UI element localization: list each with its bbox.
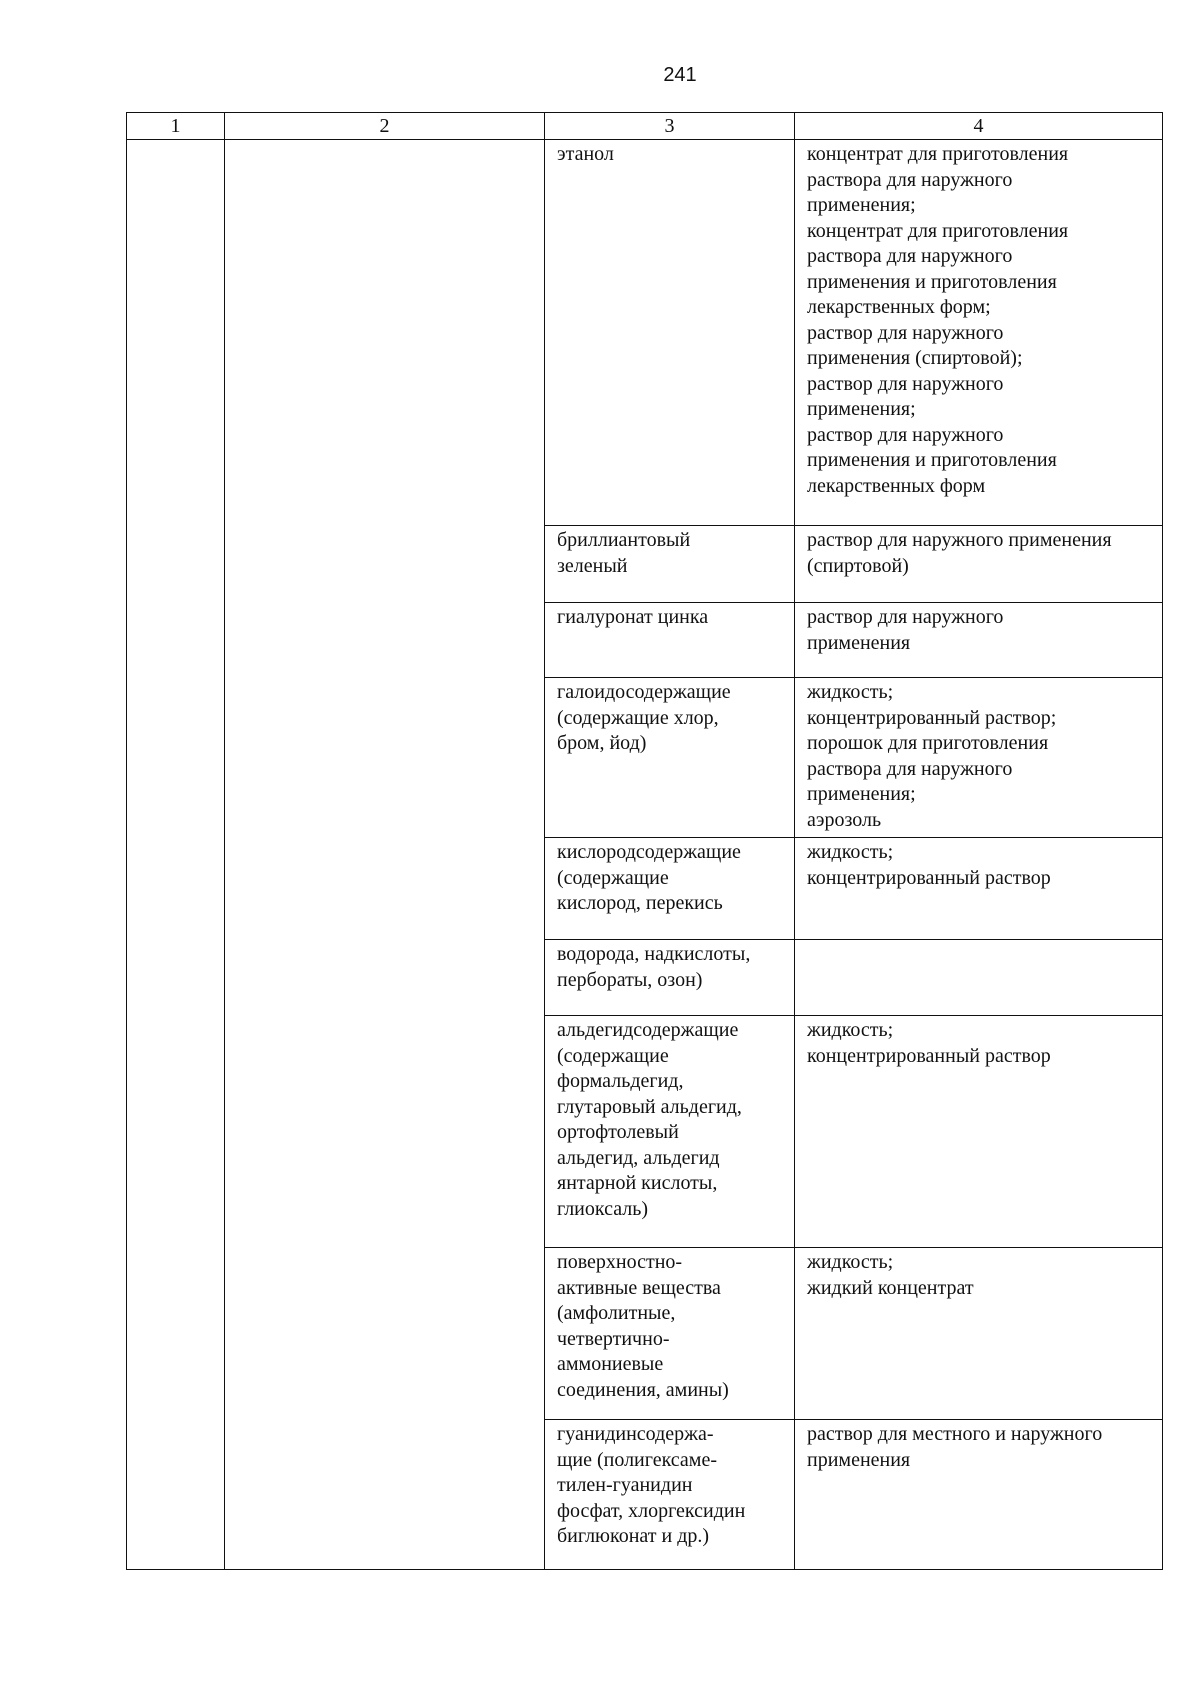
dosage-forms-cell: раствор для наружного применения (спиртовой) (795, 526, 1163, 603)
column-header-2: 2 (225, 113, 545, 140)
dosage-forms-cell: раствор для местного и наружного применения (795, 1420, 1163, 1570)
substance-cell: водорода, надкислоты, пербораты, озон) (545, 940, 795, 1016)
dosage-forms-cell: жидкость; жидкий концентрат (795, 1248, 1163, 1420)
dosage-forms-cell: жидкость; концентрированный раствор (795, 838, 1163, 940)
page-number: 241 (663, 64, 697, 86)
column-1-merged-cell (127, 140, 225, 1570)
table-row (127, 140, 1163, 526)
dosage-forms-cell: жидкость; концентрированный раствор (795, 1016, 1163, 1248)
column-header-3: 3 (545, 113, 795, 140)
substance-cell: кислородсодержащие (содержащие кислород, перекись (545, 838, 795, 940)
dosage-forms-cell: раствор для наружного применения (795, 603, 1163, 678)
substance-cell: поверхностно- активные вещества (амфолитные, четвертично- аммониевые соединения, амины) (545, 1248, 795, 1420)
substance-cell: альдегидсодержащие (содержащие формальдегид, глутаровый альдегид, ортофтолевый альдегид, альдегид янтарной кислоты, глиоксаль) (545, 1016, 795, 1248)
substance-cell: галоидосодержащие (содержащие хлор, бром, йод) (545, 678, 795, 838)
dosage-forms-cell (795, 940, 1163, 1016)
column-header-1: 1 (127, 113, 225, 140)
column-header-4: 4 (795, 113, 1163, 140)
substance-cell: бриллиантовый зеленый (545, 526, 795, 603)
dosage-forms-cell: жидкость; концентрированный раствор; порошок для приготовления раствора для наружного применения; аэрозоль (795, 678, 1163, 838)
substance-cell: этанол (545, 140, 795, 526)
medicines-table (126, 112, 1163, 1570)
table-header-row (127, 113, 1163, 140)
dosage-forms-cell: концентрат для приготовления раствора для наружного применения; концентрат для приготовления раствора для наружного применения и приготовления лекарственных форм; раствор для наружного применения (спиртовой); раствор для наружного применения; раствор для наружного применения и приготовления лекарственных форм (795, 140, 1163, 526)
substance-cell: гиалуронат цинка (545, 603, 795, 678)
column-2-merged-cell (225, 140, 545, 1570)
substance-cell: гуанидинсодержа- щие (полигексаме- тилен-гуанидин фосфат, хлоргексидин биглюконат и др.) (545, 1420, 795, 1570)
